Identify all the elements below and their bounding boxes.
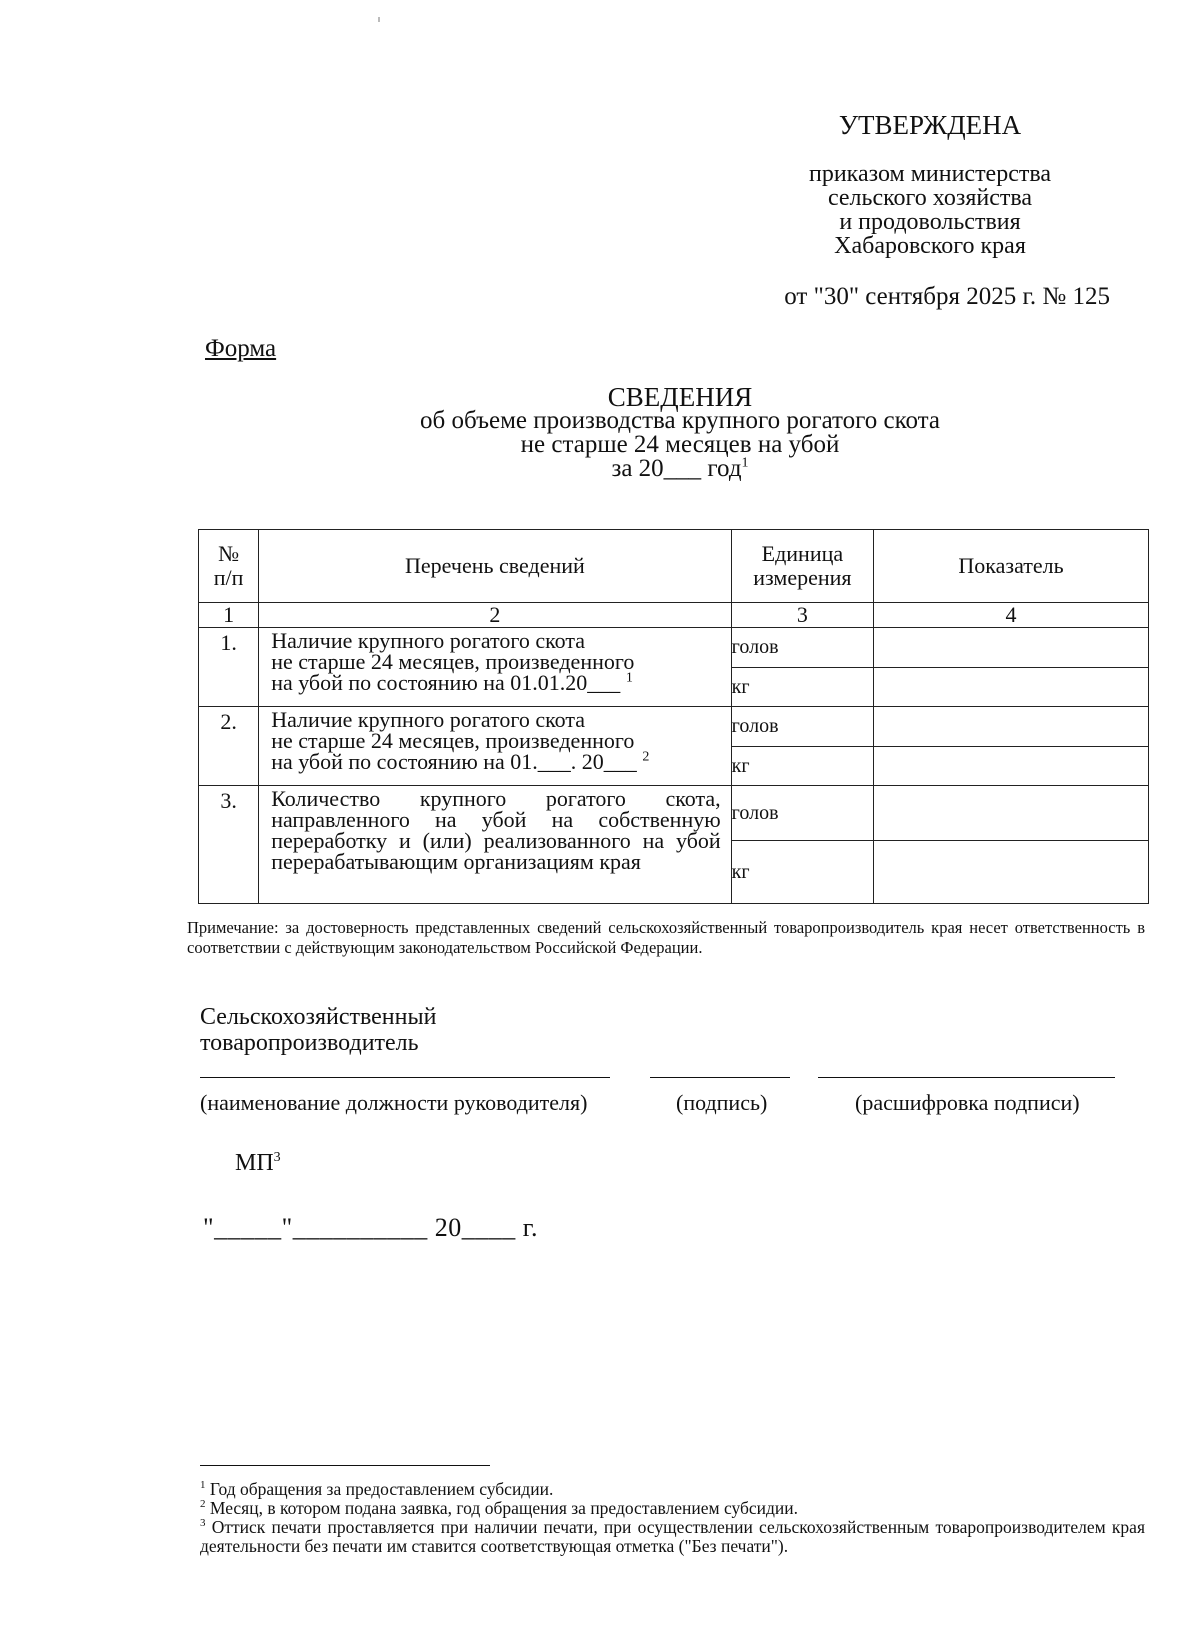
scan-speck (378, 17, 380, 22)
row-description: Количество крупного рогатого скота, направленного на убой на собственную переработку и (или) реализованного на убой перерабатывающим организациям края (259, 786, 731, 904)
title-line-3: не старше 24 месяцев на убой (520, 431, 840, 458)
footnote-separator (200, 1465, 490, 1466)
index-cell: 1 (199, 603, 259, 628)
signing-date-line[interactable]: "_____"__________ 20____ г. (203, 1213, 538, 1242)
footnote-ref: 2 (642, 749, 650, 765)
value-cell[interactable] (874, 747, 1149, 786)
footnote-ref: 1 (625, 670, 633, 686)
index-cell: 3 (731, 603, 873, 628)
header-cell-value: Показатель (874, 530, 1149, 603)
value-cell[interactable] (874, 786, 1149, 841)
signature-decoding-caption: (расшифровка подписи) (855, 1090, 1080, 1115)
form-label: Форма (205, 335, 277, 362)
order-line: Хабаровского края (834, 233, 1026, 259)
approved-stamp-title: УТВЕРЖДЕНА (838, 110, 1022, 140)
table-index-row (199, 603, 1149, 628)
order-line: приказом министерства (808, 161, 1052, 187)
footnote-ref: 3 (273, 1150, 281, 1165)
title-line-1: СВЕДЕНИЯ (607, 382, 753, 412)
table-row (199, 707, 1149, 747)
value-cell[interactable] (874, 707, 1149, 747)
row-description: Наличие крупного рогатого скота не старше 24 месяцев, произведенного на убой по состоянию на 01.___. 20___ $^2$ (259, 707, 731, 786)
header-cell-unit: Единица измерения (731, 530, 873, 603)
row-number: 1. (199, 628, 259, 707)
row-number: 2. (199, 707, 259, 786)
unit-cell: голов (731, 707, 873, 747)
title-line-4: за 20___ год$^1$ (611, 455, 749, 482)
value-cell[interactable] (874, 628, 1149, 668)
responsibility-note: Примечание: за достоверность представленных сведений сельскохозяйственный товаропроизводитель края несет ответственность в соответствии с действующим законодательством Российской Федерации. (187, 918, 1145, 957)
footnotes (200, 1480, 1145, 1556)
position-caption: (наименование должности руководителя) (200, 1090, 588, 1115)
table-header-row (199, 530, 1149, 603)
data-table (198, 529, 1149, 904)
footnote-item: $^1$ Год обращения за предоставлением субсидии. (200, 1479, 554, 1499)
title-line-2: об объеме производства крупного рогатого скота (420, 407, 940, 434)
order-line: и продовольствия (839, 209, 1021, 235)
unit-cell: кг (731, 841, 873, 904)
header-cell-description: Перечень сведений (259, 530, 731, 603)
producer-label: Сельскохозяйственный товаропроизводитель (200, 1004, 437, 1056)
unit-cell: кг (731, 747, 873, 786)
unit-cell: голов (731, 786, 873, 841)
table-row (199, 628, 1149, 668)
row-description: Наличие крупного рогатого скота не старше 24 месяцев, произведенного на убой по состоянию на 01.01.20___ $^1$ (259, 628, 731, 707)
unit-cell: кг (731, 668, 873, 707)
value-cell[interactable] (874, 668, 1149, 707)
table-row (199, 786, 1149, 841)
signature-decoding-line[interactable] (818, 1077, 1115, 1078)
index-cell: 2 (259, 603, 731, 628)
unit-cell: голов (731, 628, 873, 668)
signature-line[interactable] (650, 1077, 790, 1078)
footnote-ref: 1 (741, 455, 749, 471)
approval-order-block (730, 162, 1130, 258)
value-cell[interactable] (874, 841, 1149, 904)
stamp-place: $МП^3$ (235, 1150, 281, 1176)
document-title (300, 382, 1060, 482)
header-cell-number: № п/п (199, 530, 259, 603)
row-number: 3. (199, 786, 259, 904)
order-line: сельского хозяйства (827, 185, 1033, 211)
order-date: от "30" сентября 2025 г. № 125 (784, 283, 1110, 310)
index-cell: 4 (874, 603, 1149, 628)
signature-caption: (подпись) (676, 1090, 768, 1115)
footnote-item: $^3$ Оттиск печати проставляется при наличии печати, при осуществлении сельскохозяйственным товаропроизводителем края деятельности без печати им ставится соответствующая отметка ("Без печати"). (200, 1517, 1145, 1556)
footnote-item: $^2$ Месяц, в котором подана заявка, год обращения за предоставлением субсидии. (200, 1498, 799, 1518)
position-signature-line[interactable] (200, 1077, 610, 1078)
